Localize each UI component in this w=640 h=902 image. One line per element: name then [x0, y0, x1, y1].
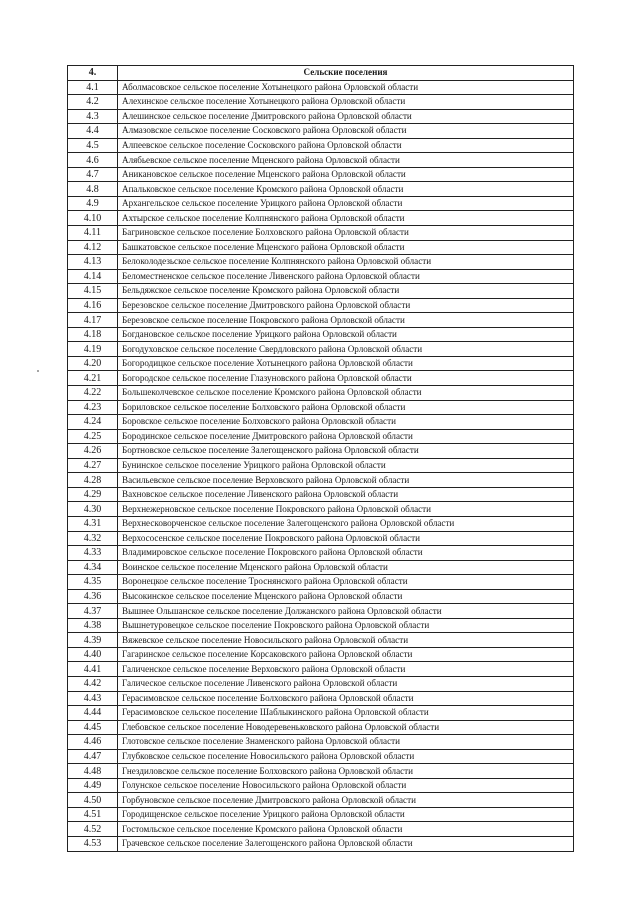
table-row: [68, 807, 574, 822]
row-number: 4.4: [68, 124, 118, 139]
table-row: [68, 298, 574, 313]
settlement-name: Алпеевское сельское поселение Сосковского района Орловской области: [118, 138, 574, 153]
settlement-name: Белоколодезьское сельское поселение Колпнянского района Орловской области: [118, 255, 574, 270]
settlement-name: Алехинское сельское поселение Хотынецкого района Орловской области: [118, 95, 574, 110]
table-row: [68, 473, 574, 488]
row-number: 4.9: [68, 196, 118, 211]
table-row: [68, 313, 574, 328]
settlement-name: Аболмасовское сельское поселение Хотынецкого района Орловской области: [118, 80, 574, 95]
table-row: [68, 386, 574, 401]
settlement-name: Галиченское сельское поселение Верховского района Орловской области: [118, 662, 574, 677]
settlement-name: Багриновское сельское поселение Болховского района Орловской области: [118, 226, 574, 241]
table-row: [68, 676, 574, 691]
settlement-name: Богдановское сельское поселение Урицкого района Орловской области: [118, 327, 574, 342]
table-row: [68, 749, 574, 764]
table-row: [68, 589, 574, 604]
settlement-name: Алмазовское сельское поселение Сосковского района Орловской области: [118, 124, 574, 139]
table-row: [68, 735, 574, 750]
table-row: [68, 720, 574, 735]
row-number: 4.5: [68, 138, 118, 153]
table-row: [68, 182, 574, 197]
settlement-name: Галическое сельское поселение Ливенского района Орловской области: [118, 676, 574, 691]
row-number: 4.43: [68, 691, 118, 706]
row-number: 4.35: [68, 575, 118, 590]
row-number: 4.45: [68, 720, 118, 735]
settlement-name: Верхнежерновское сельское поселение Покровского района Орловской области: [118, 502, 574, 517]
row-number: 4.13: [68, 255, 118, 270]
row-number: 4.11: [68, 226, 118, 241]
row-number: 4.17: [68, 313, 118, 328]
row-number: 4.38: [68, 618, 118, 633]
row-number: 4.15: [68, 284, 118, 299]
row-number: 4.22: [68, 386, 118, 401]
row-number: 4.37: [68, 604, 118, 619]
settlement-name: Башкатовское сельское поселение Мценского района Орловской области: [118, 240, 574, 255]
settlement-name: Бельдяжское сельское поселение Кромского района Орловской области: [118, 284, 574, 299]
settlements-table: [67, 65, 574, 852]
settlement-name: Вышнетуровецкое сельское поселение Покровского района Орловской области: [118, 618, 574, 633]
settlement-name: Гнездиловское сельское поселение Болховского района Орловской области: [118, 764, 574, 779]
settlement-name: Боровское сельское поселение Болховского района Орловской области: [118, 415, 574, 430]
settlement-name: Богородицкое сельское поселение Хотынецкого района Орловской области: [118, 356, 574, 371]
settlement-name: Городищенское сельское поселение Урицкого района Орловской области: [118, 807, 574, 822]
table-row: [68, 167, 574, 182]
row-number: 4.2: [68, 95, 118, 110]
row-number: 4.24: [68, 415, 118, 430]
row-number: 4.30: [68, 502, 118, 517]
table-row: [68, 764, 574, 779]
settlement-name: Гагаринское сельское поселение Корсаковского района Орловской области: [118, 647, 574, 662]
row-number: 4.19: [68, 342, 118, 357]
row-number: 4.21: [68, 371, 118, 386]
settlement-name: Вахновское сельское поселение Ливенского района Орловской области: [118, 487, 574, 502]
row-number: 4.48: [68, 764, 118, 779]
row-number: 4.10: [68, 211, 118, 226]
settlement-name: Глубковское сельское поселение Новосильского района Орловской области: [118, 749, 574, 764]
table-row: [68, 822, 574, 837]
table-row: [68, 502, 574, 517]
table-row: [68, 356, 574, 371]
section-number: 4.: [68, 66, 118, 81]
table-row: [68, 604, 574, 619]
settlement-name: Бородинское сельское поселение Дмитровского района Орловской области: [118, 429, 574, 444]
table-row: [68, 458, 574, 473]
settlement-name: Березовское сельское поселение Дмитровского района Орловской области: [118, 298, 574, 313]
table-row: [68, 691, 574, 706]
settlement-name: Гостомльское сельское поселение Кромского района Орловской области: [118, 822, 574, 837]
table-row: [68, 618, 574, 633]
table-row: [68, 211, 574, 226]
section-title: Сельские поселения: [118, 66, 574, 81]
table-row: [68, 575, 574, 590]
table-row: [68, 531, 574, 546]
table-row: [68, 109, 574, 124]
settlement-name: Березовское сельское поселение Покровского района Орловской области: [118, 313, 574, 328]
table-row: [68, 487, 574, 502]
row-number: 4.46: [68, 735, 118, 750]
row-number: 4.50: [68, 793, 118, 808]
settlement-name: Герасимовское сельское поселение Болховского района Орловской области: [118, 691, 574, 706]
settlement-name: Архангельское сельское поселение Урицкого района Орловской области: [118, 196, 574, 211]
row-number: 4.41: [68, 662, 118, 677]
table-row: [68, 793, 574, 808]
settlement-name: Грачевское сельское поселение Залегощенского района Орловской области: [118, 836, 574, 851]
settlement-name: Большеколчевское сельское поселение Кромского района Орловской области: [118, 386, 574, 401]
table-row: [68, 153, 574, 168]
row-number: 4.29: [68, 487, 118, 502]
settlement-name: Алябьевское сельское поселение Мценского района Орловской области: [118, 153, 574, 168]
table-row: [68, 240, 574, 255]
table-row: [68, 342, 574, 357]
row-number: 4.36: [68, 589, 118, 604]
row-number: 4.27: [68, 458, 118, 473]
row-number: 4.3: [68, 109, 118, 124]
scan-speck: [37, 370, 39, 372]
settlement-name: Бориловское сельское поселение Болховского района Орловской области: [118, 400, 574, 415]
settlement-name: Глебовское сельское поселение Новодеревеньковского района Орловской области: [118, 720, 574, 735]
table-row: [68, 196, 574, 211]
settlement-name: Беломестненское сельское поселение Ливенского района Орловской области: [118, 269, 574, 284]
table-row: [68, 778, 574, 793]
table-row: [68, 226, 574, 241]
row-number: 4.1: [68, 80, 118, 95]
row-number: 4.20: [68, 356, 118, 371]
row-number: 4.42: [68, 676, 118, 691]
table-row: [68, 95, 574, 110]
row-number: 4.47: [68, 749, 118, 764]
settlement-name: Вяжевское сельское поселение Новосильского района Орловской области: [118, 633, 574, 648]
row-number: 4.16: [68, 298, 118, 313]
row-number: 4.51: [68, 807, 118, 822]
row-number: 4.26: [68, 444, 118, 459]
table-row: [68, 80, 574, 95]
table-row: [68, 284, 574, 299]
settlement-name: Бортновское сельское поселение Залегощенского района Орловской области: [118, 444, 574, 459]
row-number: 4.34: [68, 560, 118, 575]
row-number: 4.33: [68, 546, 118, 561]
row-number: 4.44: [68, 706, 118, 721]
settlement-name: Богородское сельское поселение Глазуновского района Орловской области: [118, 371, 574, 386]
settlement-name: Вышнее Ольшанское сельское поселение Должанского района Орловской области: [118, 604, 574, 619]
settlement-name: Бунинское сельское поселение Урицкого района Орловской области: [118, 458, 574, 473]
row-number: 4.52: [68, 822, 118, 837]
settlement-name: Голунское сельское поселение Новосильского района Орловской области: [118, 778, 574, 793]
settlement-name: Высокинское сельское поселение Мценского района Орловской области: [118, 589, 574, 604]
row-number: 4.49: [68, 778, 118, 793]
table-body: [68, 80, 574, 851]
settlement-name: Владимировское сельское поселение Покровского района Орловской области: [118, 546, 574, 561]
settlement-name: Верхнесковорченское сельское поселение Залегощенского района Орловской области: [118, 516, 574, 531]
row-number: 4.31: [68, 516, 118, 531]
row-number: 4.25: [68, 429, 118, 444]
table-row: [68, 400, 574, 415]
row-number: 4.23: [68, 400, 118, 415]
table-row: [68, 836, 574, 851]
settlement-name: Верхососенское сельское поселение Покровского района Орловской области: [118, 531, 574, 546]
table-row: [68, 560, 574, 575]
table-header-row: [68, 66, 574, 81]
table-row: [68, 371, 574, 386]
table-row: [68, 633, 574, 648]
table-row: [68, 706, 574, 721]
table-row: [68, 327, 574, 342]
settlement-name: Глотовское сельское поселение Знаменского района Орловской области: [118, 735, 574, 750]
row-number: 4.39: [68, 633, 118, 648]
table-row: [68, 516, 574, 531]
row-number: 4.8: [68, 182, 118, 197]
row-number: 4.32: [68, 531, 118, 546]
row-number: 4.28: [68, 473, 118, 488]
settlement-name: Ахтырское сельское поселение Колпнянского района Орловской области: [118, 211, 574, 226]
table-row: [68, 124, 574, 139]
settlement-name: Воинское сельское поселение Мценского района Орловской области: [118, 560, 574, 575]
settlement-name: Герасимовское сельское поселение Шаблыкинского района Орловской области: [118, 706, 574, 721]
table-row: [68, 444, 574, 459]
table-row: [68, 269, 574, 284]
row-number: 4.7: [68, 167, 118, 182]
table-row: [68, 429, 574, 444]
table-row: [68, 138, 574, 153]
row-number: 4.14: [68, 269, 118, 284]
settlement-name: Аникановское сельское поселение Мценского района Орловской области: [118, 167, 574, 182]
row-number: 4.6: [68, 153, 118, 168]
settlement-name: Васильевское сельское поселение Верховского района Орловской области: [118, 473, 574, 488]
settlement-name: Апальковское сельское поселение Кромского района Орловской области: [118, 182, 574, 197]
settlement-name: Воронецкое сельское поселение Троснянского района Орловской области: [118, 575, 574, 590]
table-row: [68, 415, 574, 430]
row-number: 4.12: [68, 240, 118, 255]
row-number: 4.53: [68, 836, 118, 851]
table-row: [68, 255, 574, 270]
row-number: 4.40: [68, 647, 118, 662]
table-row: [68, 647, 574, 662]
settlement-name: Богодуховское сельское поселение Свердловского района Орловской области: [118, 342, 574, 357]
settlement-name: Алешинское сельское поселение Дмитровского района Орловской области: [118, 109, 574, 124]
settlement-name: Горбуновское сельское поселение Дмитровского района Орловской области: [118, 793, 574, 808]
table-row: [68, 546, 574, 561]
table-row: [68, 662, 574, 677]
row-number: 4.18: [68, 327, 118, 342]
